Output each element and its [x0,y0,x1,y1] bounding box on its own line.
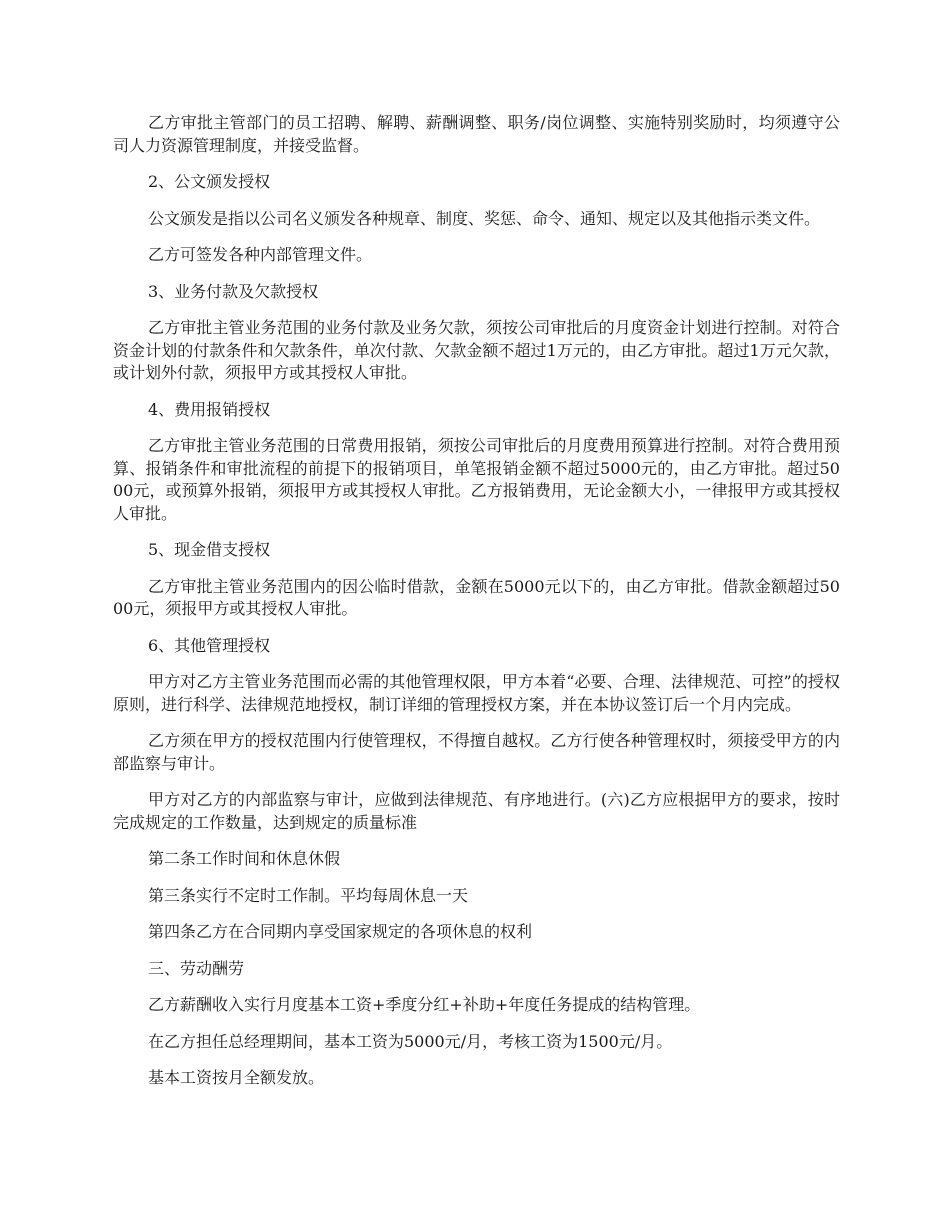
article-heading: 第四条乙方在合同期内享受国家规定的各项休息的权利 [148,922,533,941]
paragraph: 公文颁发是指以公司名义颁发各种规章、制度、奖惩、命令、通知、规定以及其他指示类文件。 [148,208,821,228]
section-heading: 三、劳动酬劳 [148,958,245,978]
paragraph: 乙方薪酬收入实行月度基本工资+季度分红+补助+年度任务提成的结构管理。 [148,995,701,1014]
paragraph: 乙方须在甲方的授权范围内行使管理权，不得擅自越权。乙方行使各种管理权时，须接受甲方的内部监察与审计。 [113,731,840,773]
paragraph: 乙方审批主管部门的员工招聘、解聘、薪酬调整、职务/岗位调整、实施特别奖励时，均须遵守公司人力资源管理制度，并接受监督。 [113,113,840,155]
paragraph: 乙方审批主管业务范围内的因公临时借款，金额在5000元以下的，由乙方审批。借款金额超过5000元，须报甲方或其授权人审批。 [113,576,840,618]
section-heading: 6、其他管理授权 [148,635,271,655]
paragraph: 乙方审批主管业务范围的日常费用报销，须按公司审批后的月度费用预算进行控制。对符合费用预算、报销条件和审批流程的前提下的报销项目，单笔报销金额不超过5000元的，由乙方审批。超过5000元，或预算外报销，须报甲方或其授权人审批。乙方报销费用，无论金额大小，一律报甲方或其授权人审批。 [113,436,840,523]
section-heading: 2、公文颁发授权 [148,172,271,191]
document-body [113,112,840,1104]
article-heading: 第二条工作时间和休息休假 [148,849,341,868]
paragraph: 基本工资按月全额发放。 [148,1068,325,1087]
paragraph: 乙方审批主管业务范围的业务付款及业务欠款，须按公司审批后的月度资金计划进行控制。对符合资金计划的付款条件和欠款条件，单次付款、欠款金额不超过1万元的，由乙方审批。超过1万元欠款，或计划外付款，须报甲方或其授权人审批。 [113,318,840,382]
paragraph: 在乙方担任总经理期间，基本工资为5000元/月，考核工资为1500元/月。 [148,1031,673,1051]
paragraph: 乙方可签发各种内部管理文件。 [148,245,373,264]
paragraph: 甲方对乙方主管业务范围而必需的其他管理权限，甲方本着“必要、合理、法律规范、可控”的授权原则，进行科学、法律规范地授权，制订详细的管理授权方案，并在本协议签订后一个月内完成。 [113,672,840,714]
section-heading: 5、现金借支授权 [148,540,271,559]
article-heading: 第三条实行不定时工作制。平均每周休息一天 [148,885,469,905]
section-heading: 3、业务付款及欠款授权 [148,281,319,301]
paragraph: 甲方对乙方的内部监察与审计，应做到法律规范、有序地进行。(六)乙方应根据甲方的要求，按时完成规定的工作数量，达到规定的质量标准 [113,790,840,832]
section-heading: 4、费用报销授权 [148,399,271,419]
